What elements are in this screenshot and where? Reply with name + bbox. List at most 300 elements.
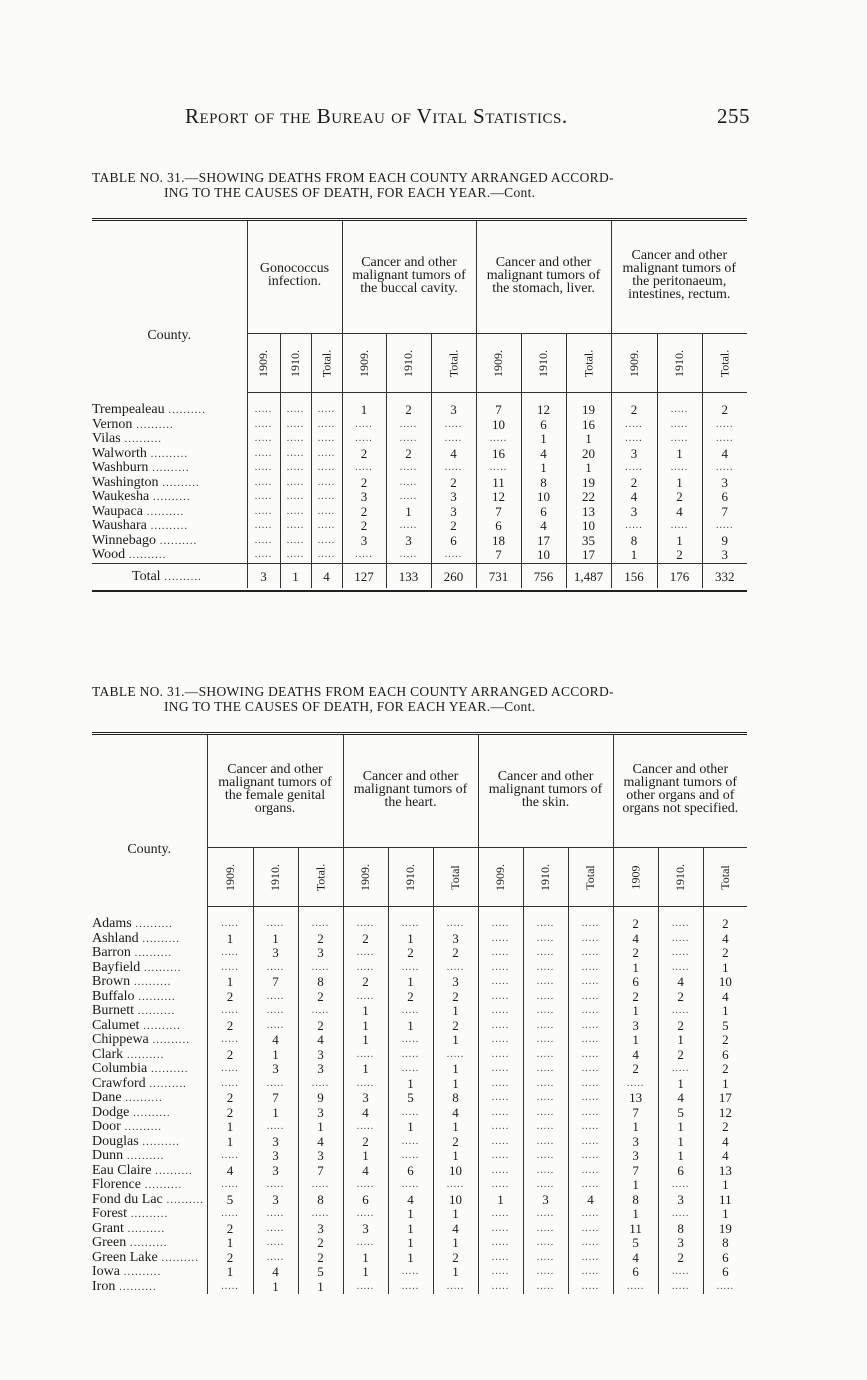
- table-row: [92, 519, 747, 534]
- table-row: [92, 907, 747, 932]
- value-cell: .....: [433, 1280, 478, 1295]
- value-cell: .....: [247, 476, 280, 491]
- value-cell: 19: [703, 1222, 747, 1237]
- value-cell: .....: [658, 1207, 703, 1222]
- county-name: Barron: [92, 946, 131, 960]
- value-cell: 4: [253, 1033, 298, 1048]
- county-name: Waupaca: [92, 504, 143, 519]
- value-cell: .....: [478, 1280, 523, 1295]
- value-cell: .....: [478, 932, 523, 947]
- value-cell: .....: [342, 548, 386, 563]
- value-cell: 8: [658, 1222, 703, 1237]
- value-cell: .....: [207, 946, 253, 961]
- year-subheader-label: Total.: [717, 349, 732, 378]
- table-row: [92, 1265, 747, 1280]
- year-subheader-label: 1909.: [358, 864, 373, 891]
- table-row: [92, 490, 747, 505]
- value-cell: .....: [611, 519, 657, 534]
- value-cell: 2: [388, 990, 433, 1005]
- county-cell: [92, 932, 207, 947]
- leader-dots: ..........: [148, 462, 190, 474]
- year-subheader-label: 1910.: [401, 350, 415, 377]
- table-row: [92, 393, 747, 418]
- county-name: Burnett: [92, 1004, 134, 1018]
- year-subheader-label: Total.: [319, 349, 333, 378]
- value-cell: .....: [478, 975, 523, 990]
- value-cell: 3: [658, 1236, 703, 1251]
- county-cell: [92, 505, 247, 520]
- leader-dots: ..........: [140, 1179, 183, 1191]
- value-cell: .....: [523, 990, 568, 1005]
- value-cell: .....: [343, 1120, 388, 1135]
- value-cell: .....: [280, 490, 311, 505]
- leader-dots: ..........: [120, 433, 162, 445]
- county-name: Fond du Lac: [92, 1192, 163, 1207]
- value-cell: 2: [703, 1033, 747, 1048]
- value-cell: 12: [476, 490, 521, 505]
- table-row: [92, 1207, 747, 1222]
- value-cell: .....: [568, 1164, 613, 1179]
- value-cell: .....: [247, 432, 280, 447]
- value-cell: .....: [253, 1019, 298, 1034]
- value-cell: 1: [343, 1149, 388, 1164]
- value-cell: .....: [568, 1149, 613, 1164]
- year-subheader: [207, 848, 253, 907]
- year-subheader: [566, 334, 611, 393]
- value-cell: 1: [388, 1077, 433, 1092]
- value-cell: .....: [311, 447, 342, 462]
- value-cell: 4: [298, 1033, 343, 1048]
- value-cell: 3: [342, 534, 386, 549]
- county-name: Door: [92, 1120, 121, 1134]
- value-cell: 1: [207, 932, 253, 947]
- value-cell: 1: [342, 393, 386, 418]
- value-cell: 1: [658, 1077, 703, 1092]
- county-name: Dodge: [92, 1105, 130, 1120]
- year-subheader-label: 1910.: [288, 350, 302, 377]
- value-cell: .....: [343, 1048, 388, 1063]
- value-cell: .....: [658, 1004, 703, 1019]
- value-cell: .....: [207, 1077, 253, 1092]
- leader-dots: ..........: [134, 1005, 176, 1017]
- value-cell: 12: [703, 1106, 747, 1121]
- value-cell: .....: [478, 1135, 523, 1150]
- value-cell: 1: [343, 1251, 388, 1266]
- value-cell: 16: [476, 447, 521, 462]
- value-cell: 2: [658, 1048, 703, 1063]
- value-cell: .....: [568, 1265, 613, 1280]
- leader-dots: ..........: [115, 1280, 157, 1293]
- value-cell: .....: [280, 519, 311, 534]
- value-cell: .....: [311, 505, 342, 520]
- value-cell: .....: [657, 418, 702, 433]
- value-cell: 2: [702, 393, 747, 418]
- value-cell: .....: [311, 418, 342, 433]
- table-row: [92, 534, 747, 549]
- county-cell: [92, 461, 247, 476]
- value-cell: 1: [521, 461, 566, 476]
- value-cell: .....: [280, 548, 311, 563]
- value-cell: 1: [388, 1207, 433, 1222]
- value-cell: 1: [388, 1019, 433, 1034]
- table-row: [92, 1091, 747, 1106]
- year-subheader: [611, 334, 657, 393]
- county-cell: [92, 1062, 207, 1077]
- value-cell: 1: [207, 1265, 253, 1280]
- value-cell: .....: [568, 1091, 613, 1106]
- value-cell: 17: [521, 534, 566, 549]
- leader-dots: ..........: [162, 1193, 205, 1206]
- value-cell: 1: [280, 563, 311, 588]
- value-cell: .....: [386, 476, 431, 491]
- value-cell: .....: [311, 393, 342, 418]
- value-cell: .....: [523, 1236, 568, 1251]
- value-cell: 3: [386, 534, 431, 549]
- value-cell: .....: [388, 961, 433, 976]
- value-cell: 18: [476, 534, 521, 549]
- value-cell: 1: [433, 1062, 478, 1077]
- value-cell: .....: [280, 432, 311, 447]
- value-cell: 5: [703, 1019, 747, 1034]
- table-row: [92, 1149, 747, 1164]
- leader-dots: ..........: [125, 549, 167, 561]
- value-cell: 5: [658, 1106, 703, 1121]
- value-cell: .....: [568, 1019, 613, 1034]
- year-subheader: [343, 848, 388, 907]
- year-subheader: [523, 848, 568, 907]
- value-cell: .....: [253, 1178, 298, 1193]
- county-header: County.: [127, 842, 172, 858]
- value-cell: 2: [613, 1062, 658, 1077]
- value-cell: 4: [703, 932, 747, 947]
- value-cell: .....: [568, 1062, 613, 1077]
- value-cell: .....: [523, 1077, 568, 1092]
- value-cell: 4: [611, 490, 657, 505]
- value-cell: .....: [568, 1048, 613, 1063]
- value-cell: .....: [658, 961, 703, 976]
- value-cell: 4: [658, 975, 703, 990]
- value-cell: 6: [703, 1265, 747, 1280]
- value-cell: 7: [253, 1091, 298, 1106]
- value-cell: 3: [431, 505, 476, 520]
- value-cell: 9: [298, 1091, 343, 1106]
- year-subheader-label: Total.: [581, 349, 596, 378]
- county-cell: [92, 990, 207, 1005]
- value-cell: 176: [657, 563, 702, 588]
- value-cell: 2: [298, 1019, 343, 1034]
- value-cell: .....: [343, 1236, 388, 1251]
- value-cell: 1: [657, 534, 702, 549]
- value-cell: .....: [478, 1164, 523, 1179]
- value-cell: 2: [433, 1019, 478, 1034]
- table-row: [92, 418, 747, 433]
- county-name: Waukesha: [92, 490, 150, 504]
- value-cell: .....: [311, 432, 342, 447]
- value-cell: 7: [476, 548, 521, 563]
- value-cell: .....: [311, 476, 342, 491]
- value-cell: .....: [431, 548, 476, 563]
- value-cell: .....: [433, 961, 478, 976]
- value-cell: .....: [298, 1077, 343, 1092]
- value-cell: .....: [253, 1236, 298, 1251]
- value-cell: .....: [253, 1207, 298, 1222]
- value-cell: 3: [298, 946, 343, 961]
- value-cell: 731: [476, 563, 521, 588]
- value-cell: 2: [343, 932, 388, 947]
- value-cell: 756: [521, 563, 566, 588]
- year-subheader: [657, 334, 702, 393]
- value-cell: 1: [613, 1004, 658, 1019]
- value-cell: .....: [568, 946, 613, 961]
- group-header: Cancer and other malignant tumors of the peritonaeum, intestines, rectum.: [611, 221, 747, 334]
- value-cell: 2: [703, 1062, 747, 1077]
- value-cell: 7: [476, 505, 521, 520]
- value-cell: 2: [703, 1120, 747, 1135]
- value-cell: 7: [476, 393, 521, 418]
- value-cell: .....: [343, 1207, 388, 1222]
- value-cell: .....: [568, 1207, 613, 1222]
- leader-dots: ..........: [155, 534, 198, 547]
- value-cell: 1: [613, 1033, 658, 1048]
- value-cell: 3: [431, 490, 476, 505]
- value-cell: 2: [207, 990, 253, 1005]
- year-subheader-label: 1910.: [403, 864, 418, 891]
- value-cell: 1: [657, 447, 702, 462]
- value-cell: 10: [521, 490, 566, 505]
- value-cell: .....: [657, 393, 702, 418]
- value-cell: .....: [433, 1048, 478, 1063]
- table-row: [92, 1077, 747, 1092]
- value-cell: 1: [207, 1135, 253, 1150]
- value-cell: 332: [702, 563, 747, 588]
- county-name: Trempealeau: [92, 401, 165, 417]
- value-cell: 1: [566, 432, 611, 447]
- leader-dots: ..........: [160, 570, 202, 583]
- value-cell: .....: [611, 418, 657, 433]
- leader-dots: ..........: [158, 476, 200, 489]
- table-row: [92, 447, 747, 462]
- value-cell: .....: [611, 461, 657, 476]
- county-cell: [92, 432, 247, 447]
- value-cell: .....: [568, 1236, 613, 1251]
- value-cell: 2: [207, 1251, 253, 1266]
- value-cell: 1: [207, 975, 253, 990]
- value-cell: .....: [298, 1004, 343, 1019]
- value-cell: 1: [343, 1019, 388, 1034]
- value-cell: 2: [207, 1106, 253, 1121]
- value-cell: 13: [566, 505, 611, 520]
- value-cell: 1: [298, 1280, 343, 1295]
- value-cell: 1: [298, 1120, 343, 1135]
- county-name: Green Lake: [92, 1250, 158, 1265]
- group-header: Cancer and other malignant tumors of the heart.: [343, 735, 478, 848]
- county-cell: [92, 907, 207, 932]
- leader-dots: ..........: [146, 520, 189, 532]
- value-cell: .....: [388, 1135, 433, 1150]
- value-cell: 4: [521, 519, 566, 534]
- value-cell: .....: [280, 476, 311, 491]
- table-row: [92, 1193, 747, 1208]
- value-cell: .....: [478, 1019, 523, 1034]
- value-cell: .....: [247, 490, 280, 505]
- year-subheader: [433, 848, 478, 907]
- value-cell: .....: [388, 1280, 433, 1295]
- county-name: Iowa: [92, 1265, 120, 1279]
- county-name: Dunn: [92, 1149, 124, 1163]
- county-cell: [92, 490, 247, 505]
- county-cell: [92, 1149, 207, 1164]
- value-cell: 4: [343, 1106, 388, 1121]
- value-cell: 4: [703, 990, 747, 1005]
- county-name: Ashland: [92, 931, 139, 946]
- value-cell: 156: [611, 563, 657, 588]
- value-cell: .....: [568, 990, 613, 1005]
- value-cell: .....: [478, 961, 523, 976]
- county-name: Crawford: [92, 1076, 146, 1091]
- value-cell: .....: [568, 1178, 613, 1193]
- county-name: Total: [132, 568, 161, 584]
- value-cell: .....: [311, 534, 342, 549]
- value-cell: .....: [568, 1033, 613, 1048]
- value-cell: 1: [658, 1033, 703, 1048]
- leader-dots: ..........: [140, 961, 182, 974]
- year-subheader-label: 1909.: [356, 350, 371, 377]
- county-name: Iron: [92, 1279, 116, 1294]
- county-name: Walworth: [92, 446, 147, 461]
- value-cell: 1: [703, 1077, 747, 1092]
- value-cell: 1: [433, 1033, 478, 1048]
- value-cell: 22: [566, 490, 611, 505]
- value-cell: 7: [613, 1106, 658, 1121]
- county-name: Winnebago: [92, 533, 156, 548]
- value-cell: 8: [613, 1193, 658, 1208]
- value-cell: .....: [207, 907, 253, 932]
- table1-caption-line2: ING TO THE CAUSES OF DEATH, FOR EACH YEAR.—Cont.: [164, 185, 536, 200]
- county-cell: [92, 1164, 207, 1179]
- value-cell: 8: [521, 476, 566, 491]
- group-header: Gonococcus infection.: [247, 221, 342, 334]
- value-cell: 127: [342, 563, 386, 588]
- value-cell: .....: [343, 1077, 388, 1092]
- value-cell: .....: [568, 1135, 613, 1150]
- table2-caption-line2: ING TO THE CAUSES OF DEATH, FOR EACH YEAR.—Cont.: [164, 699, 536, 714]
- value-cell: .....: [280, 505, 311, 520]
- value-cell: 2: [298, 1251, 343, 1266]
- value-cell: .....: [523, 1178, 568, 1193]
- value-cell: 2: [298, 932, 343, 947]
- value-cell: 19: [566, 476, 611, 491]
- value-cell: 4: [703, 1149, 747, 1164]
- value-cell: .....: [247, 534, 280, 549]
- county-cell: [92, 1091, 207, 1106]
- value-cell: .....: [568, 1077, 613, 1092]
- value-cell: .....: [386, 418, 431, 433]
- value-cell: 8: [433, 1091, 478, 1106]
- value-cell: .....: [247, 548, 280, 563]
- value-cell: 4: [657, 505, 702, 520]
- value-cell: .....: [476, 432, 521, 447]
- group-header: Cancer and other malignant tumors of other organs and of organs not specified.: [613, 735, 747, 848]
- value-cell: 4: [658, 1091, 703, 1106]
- value-cell: .....: [311, 461, 342, 476]
- value-cell: 2: [433, 1135, 478, 1150]
- value-cell: 8: [298, 975, 343, 990]
- value-cell: .....: [343, 907, 388, 932]
- value-cell: 4: [298, 1135, 343, 1150]
- value-cell: 1: [613, 961, 658, 976]
- year-subheader: [703, 848, 747, 907]
- value-cell: 1: [253, 1048, 298, 1063]
- value-cell: 4: [433, 1106, 478, 1121]
- value-cell: .....: [247, 418, 280, 433]
- value-cell: 1: [703, 1178, 747, 1193]
- value-cell: 1: [433, 1236, 478, 1251]
- value-cell: .....: [702, 432, 747, 447]
- county-cell: [92, 476, 247, 491]
- county-cell: [92, 534, 247, 549]
- value-cell: .....: [523, 1222, 568, 1237]
- value-cell: .....: [523, 1251, 568, 1266]
- value-cell: .....: [207, 1033, 253, 1048]
- value-cell: .....: [342, 432, 386, 447]
- value-cell: 1: [433, 1207, 478, 1222]
- value-cell: 1: [207, 1236, 253, 1251]
- value-cell: 2: [611, 476, 657, 491]
- value-cell: .....: [658, 1265, 703, 1280]
- value-cell: .....: [388, 1033, 433, 1048]
- value-cell: 2: [433, 946, 478, 961]
- value-cell: 35: [566, 534, 611, 549]
- value-cell: 17: [703, 1091, 747, 1106]
- value-cell: 8: [298, 1193, 343, 1208]
- value-cell: .....: [523, 1019, 568, 1034]
- county-name: Grant: [92, 1221, 124, 1236]
- value-cell: .....: [343, 990, 388, 1005]
- value-cell: .....: [253, 1120, 298, 1135]
- value-cell: 5: [613, 1236, 658, 1251]
- value-cell: 4: [433, 1222, 478, 1237]
- value-cell: 17: [566, 548, 611, 563]
- table-row: [92, 1106, 747, 1121]
- year-subheader-label: 1909.: [493, 864, 508, 891]
- table-row: [92, 1004, 747, 1019]
- value-cell: .....: [523, 1120, 568, 1135]
- value-cell: 2: [611, 393, 657, 418]
- value-cell: 4: [613, 1251, 658, 1266]
- year-subheader: [702, 334, 747, 393]
- county-cell: [92, 1106, 207, 1121]
- value-cell: 1: [658, 1135, 703, 1150]
- value-cell: 4: [703, 1135, 747, 1150]
- value-cell: .....: [311, 548, 342, 563]
- value-cell: .....: [568, 1004, 613, 1019]
- value-cell: .....: [388, 1178, 433, 1193]
- value-cell: 6: [613, 1265, 658, 1280]
- value-cell: .....: [478, 1265, 523, 1280]
- value-cell: .....: [478, 1106, 523, 1121]
- value-cell: 11: [476, 476, 521, 491]
- county-name: Vernon: [92, 417, 133, 432]
- value-cell: .....: [388, 1106, 433, 1121]
- leader-dots: ..........: [120, 1266, 162, 1278]
- county-cell: [92, 1222, 207, 1237]
- year-subheader-label: 1910.: [538, 864, 553, 891]
- table-row: [92, 1062, 747, 1077]
- table-row: [92, 461, 747, 476]
- value-cell: .....: [523, 1265, 568, 1280]
- county-cell: [92, 1120, 207, 1135]
- value-cell: 9: [702, 534, 747, 549]
